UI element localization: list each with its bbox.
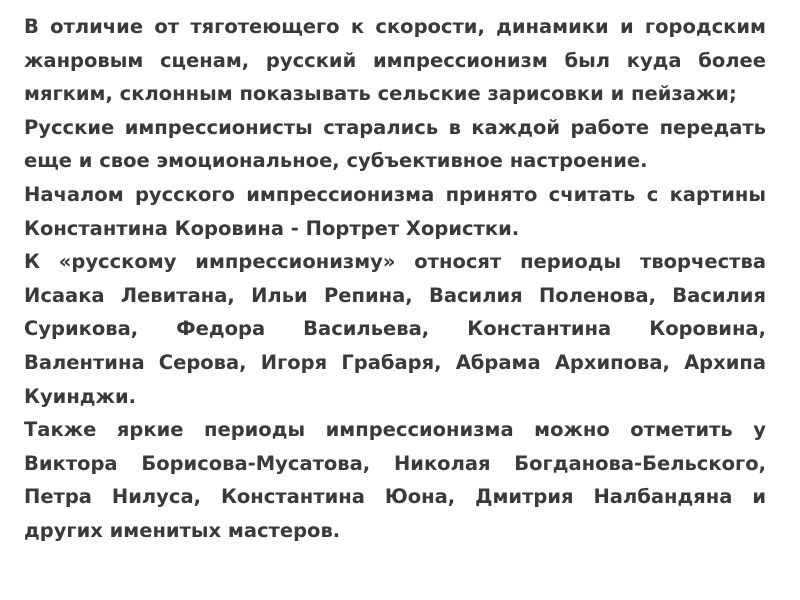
- paragraph-4: К «русскому импрессионизму» относят периоды творчества Исаака Левитана, Ильи Репина, Василия Поленова, Василия Сурикова, Федора Васильева, Константина Коровина, Валентина Серова, Игоря Грабаря, Абрама Архипова, Архипа Куинджи.: [24, 250, 766, 408]
- paragraph-5: Также яркие периоды импрессионизма можно отметить у Виктора Борисова-Мусатова, Николая Богданова-Бельского, Петра Нилуса, Константина Юона, Дмитрия Налбандяна и других именитых мастеров.: [24, 418, 766, 542]
- paragraph-3: Началом русского импрессионизма принято считать с картины Константина Коровина - Портрет Хористки.: [24, 182, 766, 240]
- paragraph-1: В отличие от тяготеющего к скорости, динамики и городским жанровым сценам, русский импрессионизм был куда более мягким, склонным показывать сельские зарисовки и пейзажи;: [24, 15, 766, 106]
- body-text: [24, 10, 766, 548]
- paragraph-2: Русские импрессионисты старались в каждой работе передать еще и свое эмоциональное, субъективное настроение.: [24, 115, 766, 173]
